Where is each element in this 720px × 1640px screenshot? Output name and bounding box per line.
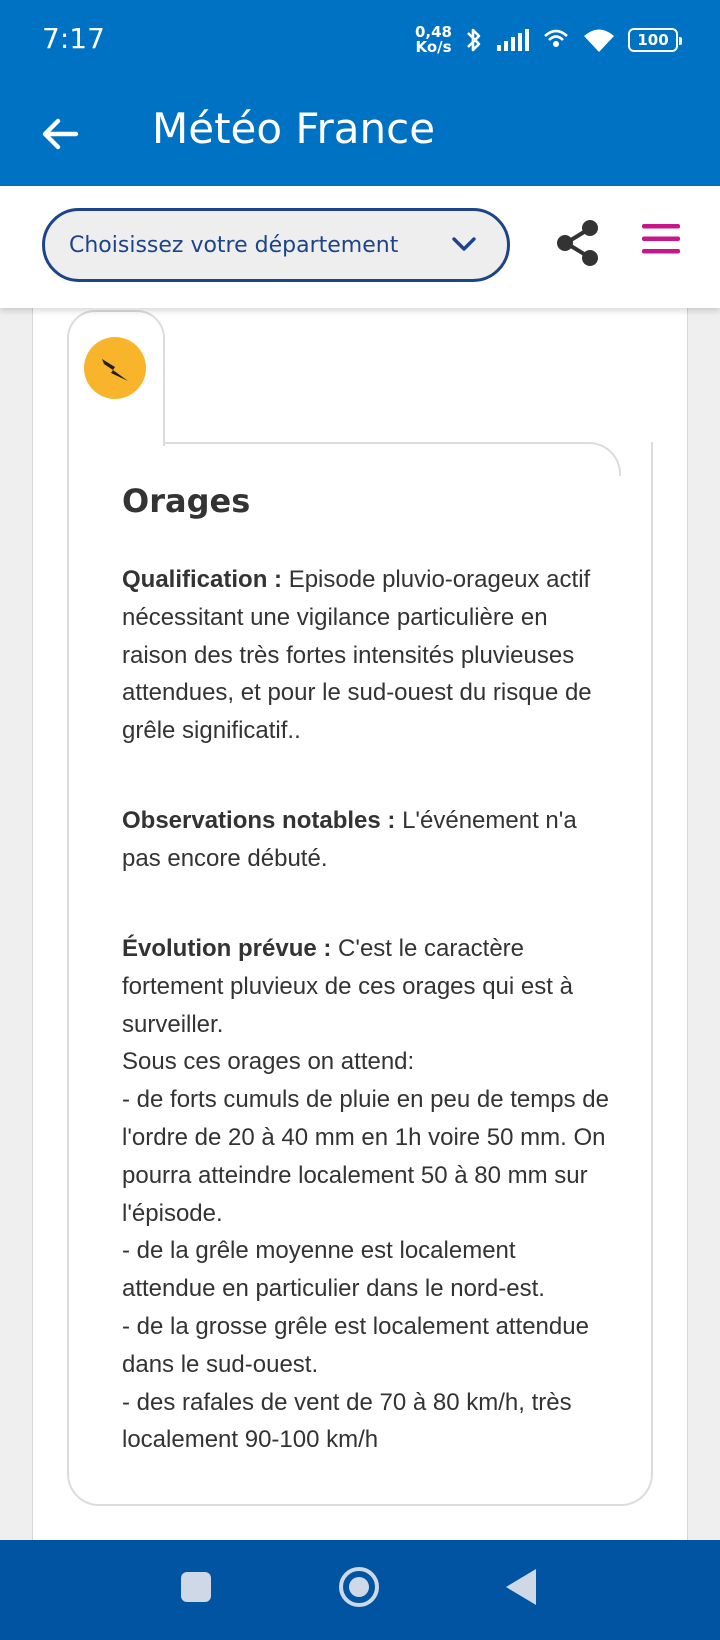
battery-icon — [628, 28, 678, 52]
evolution-line: Sous ces orages on attend: — [122, 1048, 415, 1076]
evolution-line: - de forts cumuls de pluie en peu de temps de l'ordre de 20 à 40 mm en 1h voire 50 mm. On pourra atteindre localement 50 à 80 mm sur l'épisode. — [122, 1086, 609, 1227]
card-top-border — [163, 442, 621, 476]
evolution-line: - de la grosse grêle est localement attendue dans le sud-ouest. — [122, 1312, 589, 1378]
qualification-section — [122, 561, 612, 750]
back-arrow-icon[interactable] — [36, 110, 84, 158]
observations-section — [122, 802, 612, 878]
observations-label: Observations notables : — [122, 807, 396, 834]
bluetooth-icon — [464, 25, 484, 55]
chevron-down-icon — [451, 235, 477, 253]
network-speed-value: 0,48 — [414, 23, 452, 41]
department-select-label: Choisissez votre département — [69, 232, 399, 258]
home-icon[interactable] — [339, 1567, 379, 1607]
battery-level: 100 — [637, 31, 669, 49]
evolution-line: - des rafales de vent de 70 à 80 km/h, très localement 90-100 km/h — [122, 1388, 572, 1454]
hamburger-menu-icon[interactable] — [642, 222, 680, 256]
status-icons — [415, 20, 678, 60]
evolution-line: - de la grêle moyenne est localement attendue en particulier dans le nord-est. — [122, 1237, 545, 1303]
evolution-text: C'est le caractère fortement pluvieux de ces orages qui est à surveiller. — [122, 935, 573, 1038]
card-title: Orages — [122, 482, 251, 520]
status-bar — [0, 0, 720, 80]
thunderstorm-icon — [84, 337, 146, 399]
status-time: 7:17 — [42, 22, 105, 55]
observations-text: L'événement n'a pas encore débuté. — [122, 807, 577, 872]
app-bar — [0, 80, 720, 186]
app-title: Météo France — [152, 104, 436, 153]
wifi-icon — [582, 26, 616, 54]
signal-icon — [496, 27, 530, 53]
department-select[interactable] — [42, 208, 510, 282]
recent-apps-icon[interactable] — [181, 1572, 211, 1602]
evolution-section — [122, 930, 612, 1459]
network-speed-unit: Ko/s — [415, 38, 452, 56]
system-back-icon[interactable] — [506, 1569, 536, 1605]
hotspot-icon — [542, 26, 570, 54]
evolution-label: Évolution prévue : — [122, 935, 332, 962]
system-nav-bar — [0, 1540, 720, 1640]
network-speed — [415, 25, 452, 55]
department-toolbar — [0, 186, 720, 308]
qualification-text: Episode pluvio-orageux actif nécessitant une vigilance particulière en raison des très fortes intensités pluvieuses attendues, et pour le sud-ouest du risque de grêle significatif.. — [122, 566, 592, 745]
qualification-label: Qualification : — [122, 566, 283, 593]
share-icon[interactable] — [556, 218, 600, 268]
